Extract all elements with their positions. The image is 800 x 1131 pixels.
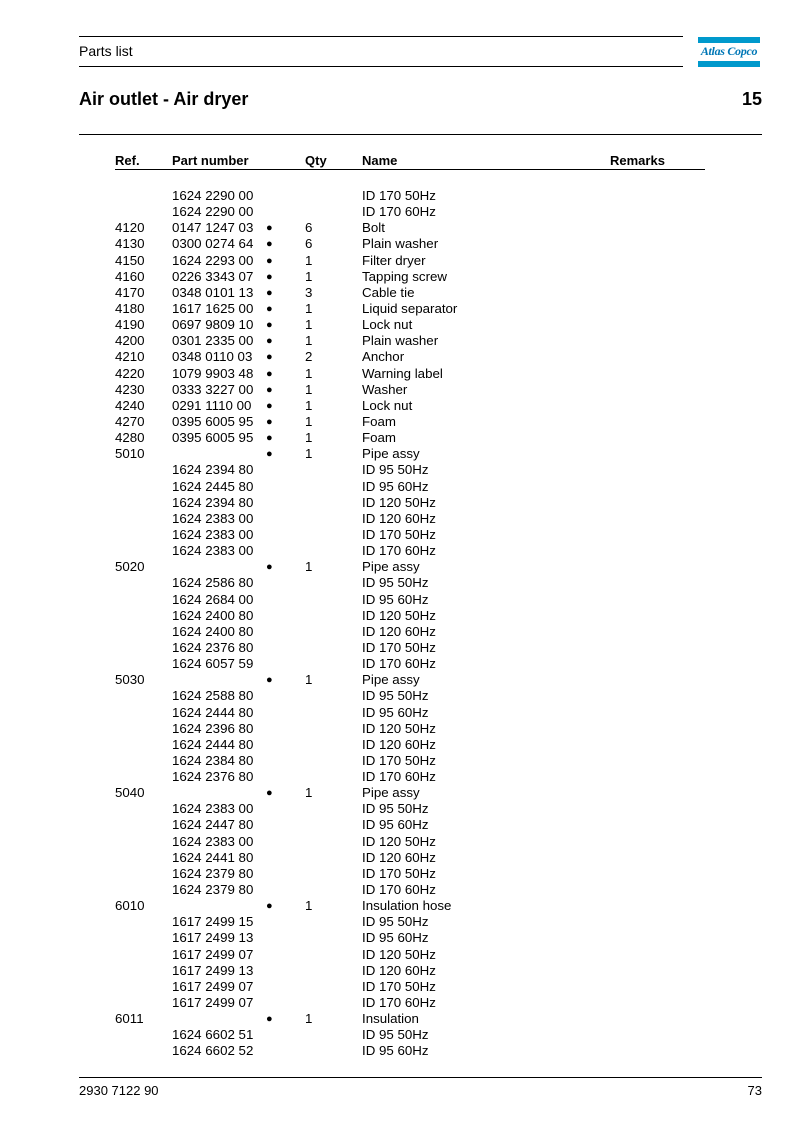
table-row xyxy=(0,382,800,398)
table-row xyxy=(0,414,800,430)
part-number-cell: 1624 2383 00 xyxy=(172,543,254,559)
name-cell: Insulation hose xyxy=(362,898,452,914)
name-cell: Anchor xyxy=(362,349,405,365)
table-row xyxy=(0,366,800,382)
name-cell: Warning label xyxy=(362,365,443,381)
qty-cell: 3 xyxy=(305,284,313,300)
part-number-cell: 1624 2441 80 xyxy=(172,849,254,865)
table-row xyxy=(0,753,800,769)
qty-cell: 1 xyxy=(305,430,313,446)
name-cell: ID 120 60Hz xyxy=(362,736,436,752)
part-number-cell: 0395 6005 95 xyxy=(172,413,254,429)
part-number-cell: 1624 2444 80 xyxy=(172,736,254,752)
bullet-marker: ● xyxy=(266,367,273,380)
qty-cell: 1 xyxy=(305,333,313,349)
table-row xyxy=(0,253,800,269)
name-cell: ID 120 60Hz xyxy=(362,962,436,978)
name-cell: Liquid separator xyxy=(362,300,458,316)
table-row xyxy=(0,930,800,946)
name-cell: ID 120 50Hz xyxy=(362,494,436,510)
bullet-marker: ● xyxy=(266,415,273,428)
table-row xyxy=(0,220,800,236)
part-number-cell: 0348 0101 13 xyxy=(172,284,254,300)
bullet-marker: ● xyxy=(266,286,273,299)
table-row xyxy=(0,834,800,850)
name-cell: Plain washer xyxy=(362,333,439,349)
table-row xyxy=(0,285,800,301)
qty-cell: 1 xyxy=(305,446,313,462)
name-cell: Pipe assy xyxy=(362,446,420,462)
table-row xyxy=(0,785,800,801)
name-cell: Filter dryer xyxy=(362,252,426,268)
name-cell: ID 170 60Hz xyxy=(362,995,436,1011)
name-cell: ID 95 50Hz xyxy=(362,575,429,591)
name-cell: Pipe assy xyxy=(362,559,420,575)
part-number-cell: 1624 2384 80 xyxy=(172,752,254,768)
name-cell: ID 170 60Hz xyxy=(362,543,436,559)
part-number-cell: 0291 1110 00 xyxy=(172,397,252,413)
table-row xyxy=(0,624,800,640)
part-number-cell: 1624 6057 59 xyxy=(172,656,254,672)
title-rule xyxy=(79,134,762,135)
name-cell: Washer xyxy=(362,381,408,397)
part-number-cell: 1624 2383 00 xyxy=(172,510,254,526)
bullet-marker: ● xyxy=(266,238,273,251)
ref-cell: 4120 xyxy=(115,220,145,236)
part-number-cell: 1624 2684 00 xyxy=(172,591,254,607)
table-row xyxy=(0,575,800,591)
table-row xyxy=(0,592,800,608)
part-number-cell: 1624 2394 80 xyxy=(172,494,254,510)
bullet-marker: ● xyxy=(266,399,273,412)
part-number-cell: 0147 1247 03 xyxy=(172,220,254,236)
name-cell: ID 170 50Hz xyxy=(362,188,436,203)
name-cell: ID 170 50Hz xyxy=(362,865,436,881)
name-cell: ID 95 50Hz xyxy=(362,688,429,704)
part-number-cell: 1624 2396 80 xyxy=(172,720,254,736)
name-cell: ID 120 60Hz xyxy=(362,510,436,526)
qty-cell: 1 xyxy=(305,268,313,284)
logo-text: Atlas Copco xyxy=(700,44,758,58)
name-cell: ID 120 60Hz xyxy=(362,849,436,865)
table-row xyxy=(0,1011,800,1027)
ref-cell: 5020 xyxy=(115,559,145,575)
ref-cell: 4240 xyxy=(115,397,145,413)
ref-cell: 4200 xyxy=(115,333,145,349)
name-cell: ID 170 60Hz xyxy=(362,204,436,220)
table-row xyxy=(0,333,800,349)
qty-cell: 1 xyxy=(305,300,313,316)
name-cell: ID 95 50Hz xyxy=(362,1027,429,1043)
header-bottom-rule xyxy=(79,66,683,67)
table-row xyxy=(0,559,800,575)
qty-cell: 2 xyxy=(305,349,313,365)
table-row xyxy=(0,398,800,414)
part-number-cell: 1624 2394 80 xyxy=(172,462,254,478)
table-row xyxy=(0,511,800,527)
part-number-cell: 1624 2400 80 xyxy=(172,623,254,639)
bullet-marker: ● xyxy=(266,1013,273,1026)
part-number-cell: 1624 2444 80 xyxy=(172,704,254,720)
table-row xyxy=(0,527,800,543)
name-cell: Bolt xyxy=(362,220,385,236)
part-number-cell: 1617 2499 13 xyxy=(172,930,254,946)
table-row xyxy=(0,721,800,737)
part-number-cell: 1624 2293 00 xyxy=(172,252,254,268)
ref-cell: 4150 xyxy=(115,252,145,268)
table-row xyxy=(0,914,800,930)
part-number-cell: 1624 2588 80 xyxy=(172,688,254,704)
name-cell: ID 120 50Hz xyxy=(362,833,436,849)
name-cell: ID 120 50Hz xyxy=(362,720,436,736)
part-number-cell: 1624 2379 80 xyxy=(172,865,254,881)
table-row xyxy=(0,236,800,252)
ref-cell: 6011 xyxy=(115,1011,144,1027)
header-top-rule xyxy=(79,36,683,37)
table-row xyxy=(0,737,800,753)
col-header-ref: Ref. xyxy=(115,153,140,168)
table-row xyxy=(0,963,800,979)
table-header-rule xyxy=(115,169,705,170)
ref-cell: 5010 xyxy=(115,446,145,462)
ref-cell: 6010 xyxy=(115,898,145,914)
table-row xyxy=(0,446,800,462)
table-row xyxy=(0,1027,800,1043)
part-number-cell: 1624 2383 00 xyxy=(172,801,254,817)
name-cell: Insulation xyxy=(362,1011,419,1027)
name-cell: ID 120 50Hz xyxy=(362,607,436,623)
name-cell: Pipe assy xyxy=(362,672,420,688)
part-number-cell: 0348 0110 03 xyxy=(172,349,253,365)
ref-cell: 4210 xyxy=(115,349,145,365)
page-title: Air outlet - Air dryer xyxy=(79,89,249,109)
part-number-cell: 1624 2290 00 xyxy=(172,204,254,220)
table-row xyxy=(0,204,800,220)
qty-cell: 1 xyxy=(305,672,313,688)
name-cell: Foam xyxy=(362,430,396,446)
qty-cell: 1 xyxy=(305,559,313,575)
part-number-cell: 0226 3343 07 xyxy=(172,268,254,284)
name-cell: ID 95 50Hz xyxy=(362,801,429,817)
bullet-marker: ● xyxy=(266,319,273,332)
table-row xyxy=(0,269,800,285)
name-cell: ID 120 60Hz xyxy=(362,623,436,639)
bullet-marker: ● xyxy=(266,448,273,461)
table-row xyxy=(0,979,800,995)
ref-cell: 4280 xyxy=(115,430,145,446)
table-row xyxy=(0,495,800,511)
table-row xyxy=(0,672,800,688)
name-cell: ID 95 50Hz xyxy=(362,462,429,478)
part-number-cell: 1617 2499 07 xyxy=(172,995,254,1011)
logo-bottom-band xyxy=(698,61,760,67)
qty-cell: 1 xyxy=(305,898,313,914)
footer-rule xyxy=(79,1077,762,1078)
col-header-qty: Qty xyxy=(305,153,327,168)
table-row xyxy=(0,608,800,624)
ref-cell: 4130 xyxy=(115,236,145,252)
name-cell: ID 170 50Hz xyxy=(362,978,436,994)
part-number-cell: 1079 9903 48 xyxy=(172,365,254,381)
name-cell: Plain washer xyxy=(362,236,439,252)
table-row xyxy=(0,801,800,817)
name-cell: ID 95 60Hz xyxy=(362,1043,429,1059)
table-row xyxy=(0,188,800,204)
table-row xyxy=(0,1043,800,1059)
qty-cell: 1 xyxy=(305,317,313,333)
table-row xyxy=(0,462,800,478)
bullet-marker: ● xyxy=(266,900,273,913)
part-number-cell: 1624 2447 80 xyxy=(172,817,254,833)
name-cell: ID 170 60Hz xyxy=(362,656,436,672)
footer-doc-number: 2930 7122 90 xyxy=(79,1083,159,1098)
table-row xyxy=(0,817,800,833)
name-cell: Lock nut xyxy=(362,317,413,333)
ref-cell: 5030 xyxy=(115,672,145,688)
bullet-marker: ● xyxy=(266,383,273,396)
ref-cell: 5040 xyxy=(115,785,145,801)
qty-cell: 1 xyxy=(305,365,313,381)
part-number-cell: 1624 2586 80 xyxy=(172,575,254,591)
parts-table xyxy=(0,188,800,1060)
part-number-cell: 1624 2383 00 xyxy=(172,526,254,542)
table-row xyxy=(0,850,800,866)
table-row xyxy=(0,705,800,721)
name-cell: Lock nut xyxy=(362,397,413,413)
table-row xyxy=(0,898,800,914)
name-cell: ID 120 50Hz xyxy=(362,946,436,962)
header-label: Parts list xyxy=(79,43,133,59)
part-number-cell: 1617 2499 13 xyxy=(172,962,254,978)
table-row xyxy=(0,317,800,333)
ref-cell: 4270 xyxy=(115,413,145,429)
atlas-copco-logo xyxy=(698,37,760,67)
bullet-marker: ● xyxy=(266,335,273,348)
qty-cell: 6 xyxy=(305,236,313,252)
part-number-cell: 1624 6602 51 xyxy=(172,1027,254,1043)
part-number-cell: 0697 9809 10 xyxy=(172,317,254,333)
col-header-part-number: Part number xyxy=(172,153,249,168)
name-cell: ID 170 60Hz xyxy=(362,769,436,785)
name-cell: ID 95 60Hz xyxy=(362,817,429,833)
part-number-cell: 1624 2290 00 xyxy=(172,188,254,203)
table-row xyxy=(0,543,800,559)
table-row xyxy=(0,430,800,446)
table-row xyxy=(0,656,800,672)
name-cell: Foam xyxy=(362,413,396,429)
section-number: 15 xyxy=(741,89,762,109)
name-cell: Cable tie xyxy=(362,284,415,300)
table-row xyxy=(0,882,800,898)
name-cell: ID 95 50Hz xyxy=(362,914,429,930)
table-row xyxy=(0,640,800,656)
ref-cell: 4220 xyxy=(115,365,145,381)
table-row xyxy=(0,688,800,704)
qty-cell: 6 xyxy=(305,220,313,236)
bullet-marker: ● xyxy=(266,561,273,574)
name-cell: ID 95 60Hz xyxy=(362,930,429,946)
part-number-cell: 1624 2376 80 xyxy=(172,769,254,785)
table-row xyxy=(0,769,800,785)
col-header-name: Name xyxy=(362,153,398,168)
part-number-cell: 1624 2376 80 xyxy=(172,639,254,655)
name-cell: ID 170 50Hz xyxy=(362,752,436,768)
bullet-marker: ● xyxy=(266,787,273,800)
part-number-cell: 1617 2499 07 xyxy=(172,946,254,962)
table-row xyxy=(0,866,800,882)
part-number-cell: 0395 6005 95 xyxy=(172,430,254,446)
name-cell: ID 170 50Hz xyxy=(362,526,436,542)
ref-cell: 4180 xyxy=(115,300,145,316)
table-row xyxy=(0,947,800,963)
name-cell: ID 170 60Hz xyxy=(362,882,436,898)
name-cell: ID 170 50Hz xyxy=(362,639,436,655)
part-number-cell: 1624 2400 80 xyxy=(172,607,254,623)
qty-cell: 1 xyxy=(305,1011,313,1027)
part-number-cell: 1617 2499 07 xyxy=(172,978,254,994)
name-cell: ID 95 60Hz xyxy=(362,591,429,607)
name-cell: ID 95 60Hz xyxy=(362,478,429,494)
name-cell: Tapping screw xyxy=(362,268,447,284)
bullet-marker: ● xyxy=(266,432,273,445)
part-number-cell: 1624 2383 00 xyxy=(172,833,254,849)
part-number-cell: 1624 2379 80 xyxy=(172,882,254,898)
qty-cell: 1 xyxy=(305,785,313,801)
name-cell: ID 95 60Hz xyxy=(362,704,429,720)
part-number-cell: 1617 1625 00 xyxy=(172,300,254,316)
qty-cell: 1 xyxy=(305,397,313,413)
col-header-remarks: Remarks xyxy=(610,153,665,168)
part-number-cell: 1624 2445 80 xyxy=(172,478,254,494)
table-row xyxy=(0,301,800,317)
bullet-marker: ● xyxy=(266,270,273,283)
qty-cell: 1 xyxy=(305,381,313,397)
footer-page-number: 73 xyxy=(747,1083,762,1098)
bullet-marker: ● xyxy=(266,351,273,364)
qty-cell: 1 xyxy=(305,252,313,268)
name-cell: Pipe assy xyxy=(362,785,420,801)
ref-cell: 4170 xyxy=(115,284,145,300)
ref-cell: 4190 xyxy=(115,317,145,333)
part-number-cell: 0333 3227 00 xyxy=(172,381,254,397)
ref-cell: 4160 xyxy=(115,268,145,284)
table-row xyxy=(0,995,800,1011)
bullet-marker: ● xyxy=(266,674,273,687)
bullet-marker: ● xyxy=(266,254,273,267)
table-row xyxy=(0,479,800,495)
table-row xyxy=(0,349,800,365)
part-number-cell: 1617 2499 15 xyxy=(172,914,254,930)
qty-cell: 1 xyxy=(305,413,313,429)
part-number-cell: 0300 0274 64 xyxy=(172,236,254,252)
part-number-cell: 1624 6602 52 xyxy=(172,1043,254,1059)
ref-cell: 4230 xyxy=(115,381,145,397)
bullet-marker: ● xyxy=(266,302,273,315)
part-number-cell: 0301 2335 00 xyxy=(172,333,254,349)
bullet-marker: ● xyxy=(266,222,273,235)
